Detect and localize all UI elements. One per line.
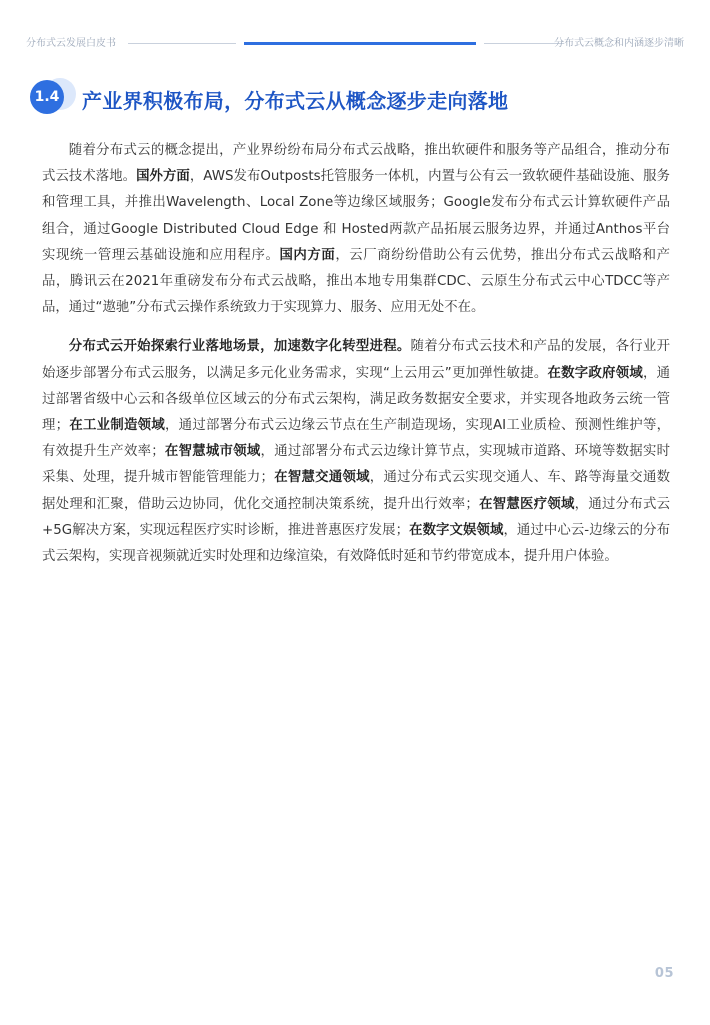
section-number-badge xyxy=(30,76,74,116)
paragraph-bold-text: 在工业制造领域 xyxy=(69,418,165,434)
paragraph-text: ，通过分布式云+5G解决方案，实现远程医疗实时诊断，推进普惠医疗发展； xyxy=(42,496,671,538)
header-divider-right xyxy=(484,43,564,44)
paragraph-text: 随着分布式云的概念提出，产业界纷纷布局分布式云战略，推出软硬件和服务等产品组合，推动分布式云技术落地。 xyxy=(42,143,670,185)
paragraph-bold-text: 国内方面 xyxy=(279,247,336,263)
paragraph-text: ，通过部署分布式云边缘云节点在生产制造现场，实现AI工业质检、预测性维护等，有效提升生产效率； xyxy=(42,418,671,460)
section-number: 1.4 xyxy=(30,80,64,114)
paragraph-bold-text: 在智慧医疗领域 xyxy=(478,496,575,512)
paragraph-bold-text: 国外方面 xyxy=(136,169,190,185)
section-title: 产业界积极布局，分布式云从概念逐步走向落地 xyxy=(82,89,509,113)
paragraph-text: ，通过分布式云实现交通人、车、路等海量交通数据处理和汇聚，借助云边协同，优化交通控制决策系统，提升出行效率； xyxy=(42,470,671,512)
paragraph-bold-text: 分布式云开始探索行业落地场景，加速数字化转型进程。 xyxy=(68,339,411,355)
paragraph-text: ，通过中心云-边缘云的分布式云架构，实现音视频就近实时处理和边缘渲染，有效降低时延和节约带宽成本，提升用户体验。 xyxy=(42,522,670,565)
body-text xyxy=(42,138,670,570)
header-divider-left xyxy=(128,43,236,44)
paragraph-text: ，通过部署分布式云边缘计算节点，实现城市道路、环境等数据实时采集、处理，提升城市智能管理能力； xyxy=(42,444,671,486)
paragraph-text: ，云厂商纷纷借助公有云优势，推出分布式云战略和产品，腾讯云在2021年重磅发布分布式云战略，推出本地专用集群CDC、云原生分布式云中心TDCC等产品，通过“遨驰”分布式云操作系统致力于实现算力、服务、应用无处不在。 xyxy=(42,247,671,316)
header-chapter-title: 分布式云概念和内涵逐步清晰 xyxy=(554,38,684,49)
paragraph xyxy=(42,334,670,570)
header-accent-bar xyxy=(244,42,476,45)
paragraph xyxy=(42,138,670,321)
paragraph-bold-text: 在数字政府领域 xyxy=(547,365,643,381)
page-header xyxy=(26,34,684,52)
paragraph-bold-text: 在数字文娱领域 xyxy=(409,522,504,538)
page-number: 05 xyxy=(654,966,674,981)
header-document-title: 分布式云发展白皮书 xyxy=(26,38,116,49)
paragraph-bold-text: 在智慧城市领域 xyxy=(164,444,261,460)
paragraph-text: ，通过部署省级中心云和各级单位区域云的分布式云架构，满足政务数据安全要求，并实现各地政务云统一管理； xyxy=(42,365,671,434)
paragraph-text: 随着分布式云技术和产品的发展，各行业开始逐步部署分布式云服务，以满足多元化业务需求，实现“上云用云”更加弹性敏捷。 xyxy=(42,339,670,381)
paragraph-text: ，AWS发布Outposts托管服务一体机，内置与公有云一致软硬件基础设施、服务和管理工具，并推出Wavelength、Local Zone等边缘区域服务；Google发布分布式云计算软硬件产品组合，通过Google Distributed Cloud Edge 和 Hosted两款产品拓展云服务边界，并通过Anthos平台实现统一管理云基础设施和应用程序。 xyxy=(42,169,671,263)
paragraph-bold-text: 在智慧交通领域 xyxy=(273,470,370,486)
